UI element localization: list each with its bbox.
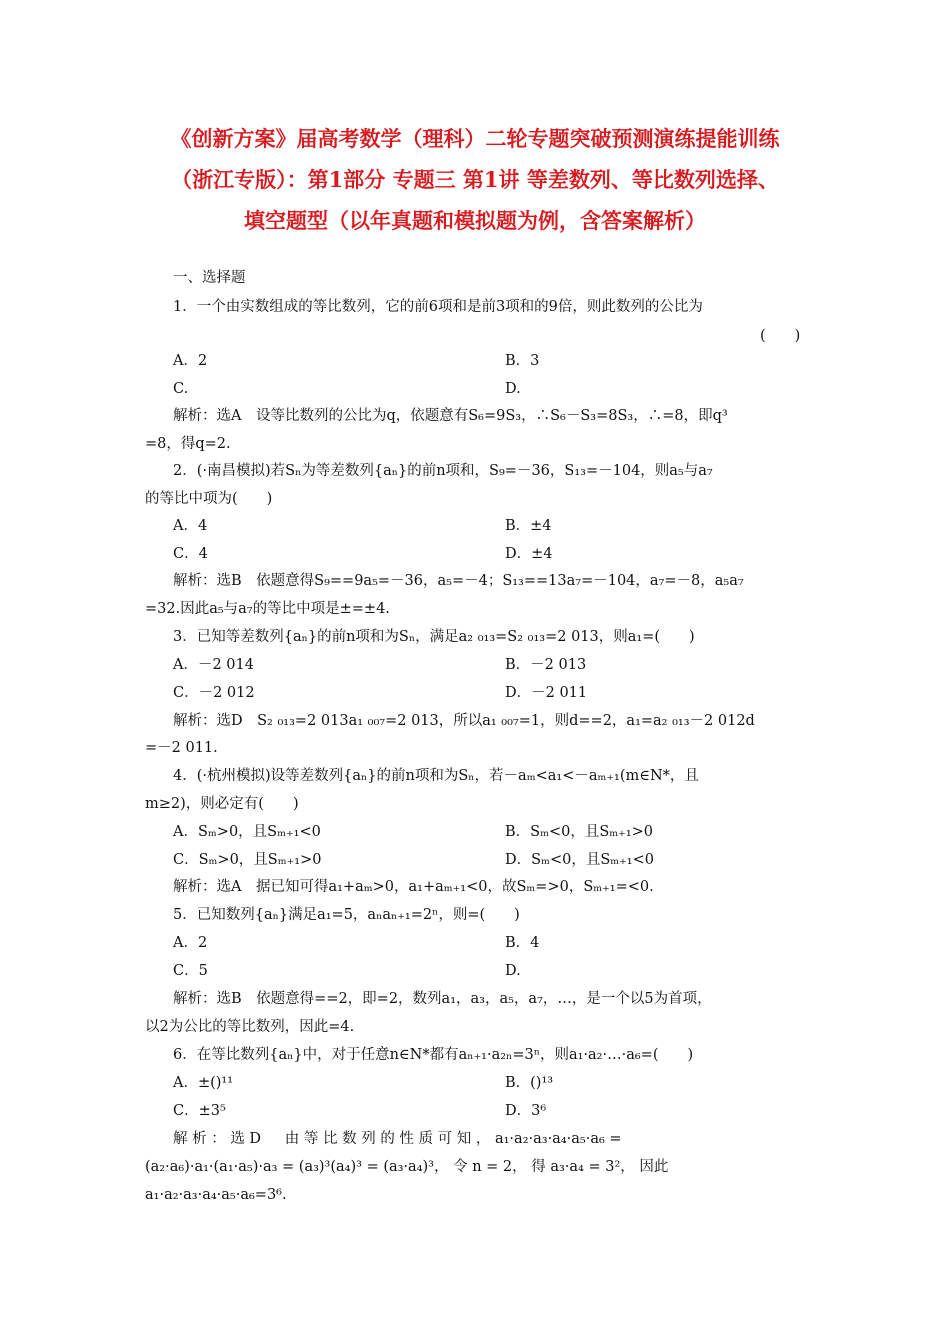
q1-option-d: D.	[505, 381, 521, 397]
q4-stem-line-2: m≥2)，则必定有( )	[145, 796, 299, 812]
q5-option-d: D.	[505, 963, 521, 979]
q6-option-a: A．±()¹¹	[173, 1075, 234, 1091]
q1-solution-line-2: =8，得q=2.	[145, 436, 231, 452]
q5-solution-line-2: 以2为公比的等比数列，因此=4.	[145, 1019, 355, 1035]
document-title	[60, 118, 890, 241]
q4-option-a: A．Sₘ>0，且Sₘ₊₁<0	[173, 824, 321, 840]
section-heading: 一、选择题	[173, 270, 246, 286]
q2-option-d: D．±4	[505, 546, 553, 562]
q3-solution-line-2: =－2 011.	[145, 740, 218, 756]
q5-stem: 5．已知数列{aₙ}满足a₁=5，aₙaₙ₊₁=2ⁿ，则=( )	[173, 907, 520, 923]
q4-option-b: B．Sₘ<0，且Sₘ₊₁>0	[505, 824, 654, 840]
q6-solution-line-1: 解 析 ： 选 D 由 等 比 数 列 的 性 质 可 知 ， a₁·a₂·a₃·a₄·a₅·a₆ =	[173, 1131, 622, 1147]
q3-option-d: D．－2 011	[505, 685, 588, 701]
q3-option-b: B．－2 013	[505, 657, 587, 673]
q6-solution-line-2: (a₂·a₆)·a₁·(a₁·a₅)·a₃ = (a₃)³(a₄)³ = (a₃·a₄)³， 令 n = 2， 得 a₃·a₄ = 3²， 因此	[145, 1159, 669, 1175]
q1-answer-paren: ( )	[760, 328, 801, 344]
q4-stem-line-1: 4．(·杭州模拟)设等差数列{aₙ}的前n项和为Sₙ，若－aₘ<a₁<－aₘ₊₁(m∈N*，且	[173, 768, 699, 784]
q1-option-b: B．3	[505, 353, 540, 369]
q2-solution-line-2: =32.因此a₅与a₇的等比中项是±=±4.	[145, 601, 390, 617]
q5-option-c: C．5	[173, 963, 208, 979]
q6-option-d: D．3⁶	[505, 1103, 547, 1119]
q5-option-a: A．2	[173, 935, 208, 951]
title-line-1: 《创新方案》届高考数学（理科）二轮专题突破预测演练提能训练	[170, 126, 780, 151]
q1-solution-line-1: 解析：选A 设等比数列的公比为q，依题意有S₆=9S₃，∴S₆－S₃=8S₃，∴=8，即q³	[173, 408, 728, 424]
q6-stem: 6．在等比数列{aₙ}中，对于任意n∈N*都有aₙ₊₁·a₂ₙ=3ⁿ，则a₁·a₂·…·a₆=( )	[173, 1047, 694, 1063]
q1-option-a: A．2	[173, 353, 208, 369]
q3-stem: 3．已知等差数列{aₙ}的前n项和为Sₙ，满足a₂ ₀₁₃=S₂ ₀₁₃=2 013，则a₁=( )	[173, 629, 695, 645]
q6-option-b: B．()¹³	[505, 1075, 554, 1091]
q2-stem-line-2: 的等比中项为( )	[145, 491, 273, 507]
q4-solution-line-1: 解析：选A 据已知可得a₁+aₘ>0，a₁+aₘ₊₁<0，故Sₘ=>0，Sₘ₊₁=<0.	[173, 879, 654, 895]
title-line-2: （浙江专版）：第1部分 专题三 第1讲 等差数列、等比数列选择、	[171, 167, 779, 192]
title-line-3: 填空题型（以年真题和模拟题为例，含答案解析）	[244, 208, 706, 233]
q2-solution-line-1: 解析：选B 依题意得S₉==9a₅=－36，a₅=－4；S₁₃==13a₇=－104，a₇=－8，a₅a₇	[173, 573, 744, 589]
q3-option-a: A．－2 014	[173, 657, 254, 673]
q2-option-a: A．4	[173, 518, 208, 534]
q6-solution-line-3: a₁·a₂·a₃·a₄·a₅·a₆=3⁶.	[145, 1187, 287, 1203]
q5-solution-line-1: 解析：选B 依题意得==2，即=2，数列a₁，a₃，a₅，a₇，…，是一个以5为首项，	[173, 991, 712, 1007]
q3-option-c: C．－2 012	[173, 685, 255, 701]
q2-option-c: C．4	[173, 546, 208, 562]
q1-stem: 1．一个由实数组成的等比数列，它的前6项和是前3项和的9倍，则此数列的公比为	[173, 299, 703, 315]
q2-option-b: B．±4	[505, 518, 552, 534]
q6-option-c: C．±3⁵	[173, 1103, 226, 1119]
q3-solution-line-1: 解析：选D S₂ ₀₁₃=2 013a₁ ₀₀₇=2 013，所以a₁ ₀₀₇=1，则d==2，a₁=a₂ ₀₁₃－2 012d	[173, 713, 755, 729]
q5-option-b: B．4	[505, 935, 540, 951]
q2-stem-line-1: 2．(·南昌模拟)若Sₙ为等差数列{aₙ}的前n项和，S₉=－36，S₁₃=－104，则a₅与a₇	[173, 463, 713, 479]
q1-option-c: C.	[173, 381, 189, 397]
q4-option-c: C．Sₘ>0，且Sₘ₊₁>0	[173, 852, 322, 868]
q4-option-d: D．Sₘ<0，且Sₘ₊₁<0	[505, 852, 654, 868]
